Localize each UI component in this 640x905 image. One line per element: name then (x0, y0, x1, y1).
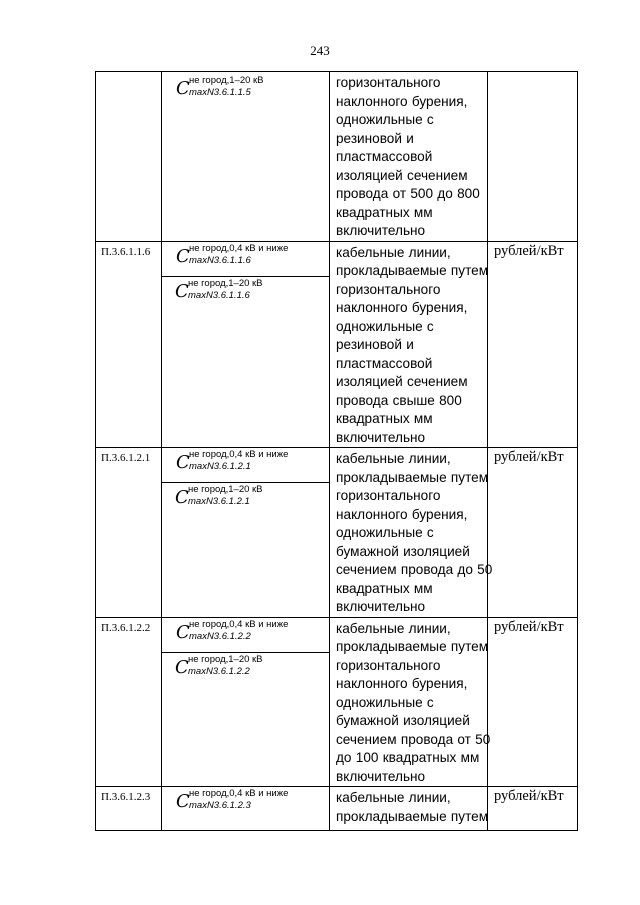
description-line: включительно (336, 599, 426, 614)
tariff-symbol (161, 652, 329, 687)
row-code: П.3.6.1.2.1 (96, 448, 162, 618)
description-line: сечением провода от 50 (336, 731, 491, 747)
symbol-letter: C (176, 78, 190, 99)
description-line: одножильные с (336, 525, 434, 540)
description-line: кабельные линии, (336, 244, 451, 260)
symbol-letter: C (176, 245, 190, 267)
symbol-superscript: не город,1–20 кВ (188, 484, 263, 495)
description-line: резиновой и (336, 337, 414, 352)
symbol-superscript: не город,1–20 кВ (188, 277, 263, 289)
description-line: пластмассовой (336, 355, 433, 371)
row-description (330, 617, 491, 787)
description-line: пластмассовой (336, 149, 433, 164)
row-unit: рублей/кВт (488, 787, 578, 831)
symbol-superscript: не город,0,4 кВ и ниже (189, 788, 289, 799)
description-line: одножильные с (336, 318, 434, 334)
symbol-letter: C (176, 621, 190, 643)
description-line: квадратных мм (336, 411, 433, 426)
description-line: квадратных мм (336, 580, 433, 596)
row-code (96, 72, 162, 242)
table-row (96, 448, 578, 618)
symbol-superscript: не город,1–20 кВ (189, 75, 264, 86)
tariff-symbol (162, 74, 329, 108)
tariff-symbol (161, 276, 329, 311)
description-line: одножильные с (336, 694, 434, 710)
symbol-cell (162, 448, 330, 618)
row-description (330, 448, 493, 618)
description-line: включительно (336, 768, 426, 784)
description-line: включительно (336, 429, 426, 445)
description-line: бумажной изоляцией (336, 543, 470, 559)
symbol-subscript: maxN3.6.1.2.2 (188, 665, 250, 677)
symbol-subscript: maxN3.6.1.1.6 (189, 254, 251, 266)
description-line: горизонтального (336, 488, 441, 503)
description-line: горизонтального (336, 75, 441, 90)
tariff-symbol (162, 618, 329, 652)
description-line: прокладываемые путем (336, 469, 489, 485)
description-line: наклонного бурения, (336, 300, 468, 315)
table-row (96, 787, 578, 831)
symbol-subscript: maxN3.6.1.2.1 (189, 461, 251, 472)
description-line: горизонтального (336, 281, 441, 297)
symbol-subscript: maxN3.6.1.2.1 (188, 496, 250, 507)
description-line: сечением провода до 50 (336, 562, 493, 577)
tariff-symbol (161, 482, 329, 517)
description-line: включительно (336, 223, 426, 238)
description-line: прокладываемые путем (336, 263, 489, 278)
description-line: наклонного бурения, (336, 506, 468, 522)
description-line: изоляцией сечением (336, 167, 468, 183)
symbol-superscript: не город,1–20 кВ (188, 653, 263, 665)
description-line: наклонного бурения, (336, 676, 468, 691)
symbol-subscript: maxN3.6.1.1.6 (188, 289, 250, 301)
page-number: 243 (310, 43, 330, 58)
row-code: П.3.6.1.2.3 (96, 787, 162, 831)
tariff-symbol (162, 448, 329, 482)
row-code: П.3.6.1.1.6 (96, 241, 162, 448)
row-description (330, 241, 488, 448)
symbol-cell (162, 241, 330, 448)
tariff-table (95, 71, 578, 831)
row-unit: рублей/кВт (488, 448, 578, 618)
symbol-subscript: maxN3.6.1.2.3 (189, 800, 251, 811)
row-code: П.3.6.1.2.2 (96, 617, 162, 787)
table-row (96, 617, 578, 787)
symbol-letter: C (175, 487, 189, 508)
description-line: прокладываемые путем (336, 808, 489, 824)
tariff-symbol (162, 787, 329, 821)
row-description (330, 787, 488, 831)
description-line: резиновой и (336, 130, 414, 146)
description-line: одножильные с (336, 112, 434, 127)
row-unit (488, 72, 578, 242)
symbol-superscript: не город,0,4 кВ и ниже (189, 618, 289, 630)
symbol-cell (162, 617, 330, 787)
symbol-cell (162, 787, 330, 831)
description-line: квадратных мм (336, 204, 433, 220)
description-line: кабельные линии, (336, 790, 451, 805)
description-line: прокладываемые путем (336, 639, 489, 654)
row-unit: рублей/кВт (488, 617, 578, 787)
symbol-superscript: не город,0,4 кВ и ниже (189, 242, 289, 254)
description-line: изоляцией сечением (336, 374, 468, 389)
description-line: кабельные линии, (336, 451, 451, 466)
tariff-symbol (162, 242, 329, 276)
symbol-cell (162, 72, 330, 242)
symbol-letter: C (176, 791, 190, 812)
symbol-letter: C (175, 280, 189, 302)
symbol-superscript: не город,0,4 кВ и ниже (189, 449, 289, 460)
symbol-letter: C (175, 656, 189, 678)
table-row (96, 241, 578, 448)
table-row (96, 72, 578, 242)
description-line: провода от 500 до 800 (336, 186, 480, 201)
description-line: до 100 квадратных мм (336, 750, 480, 765)
description-line: горизонтального (336, 657, 441, 673)
description-line: бумажной изоляцией (336, 713, 470, 728)
row-unit: рублей/кВт (488, 241, 578, 448)
row-description (330, 72, 488, 242)
symbol-letter: C (176, 452, 190, 473)
description-line: кабельные линии, (336, 620, 451, 636)
description-line: провода свыше 800 (336, 392, 462, 408)
symbol-subscript: maxN3.6.1.1.5 (189, 87, 251, 98)
symbol-subscript: maxN3.6.1.2.2 (189, 630, 251, 642)
description-line: наклонного бурения, (336, 93, 468, 109)
